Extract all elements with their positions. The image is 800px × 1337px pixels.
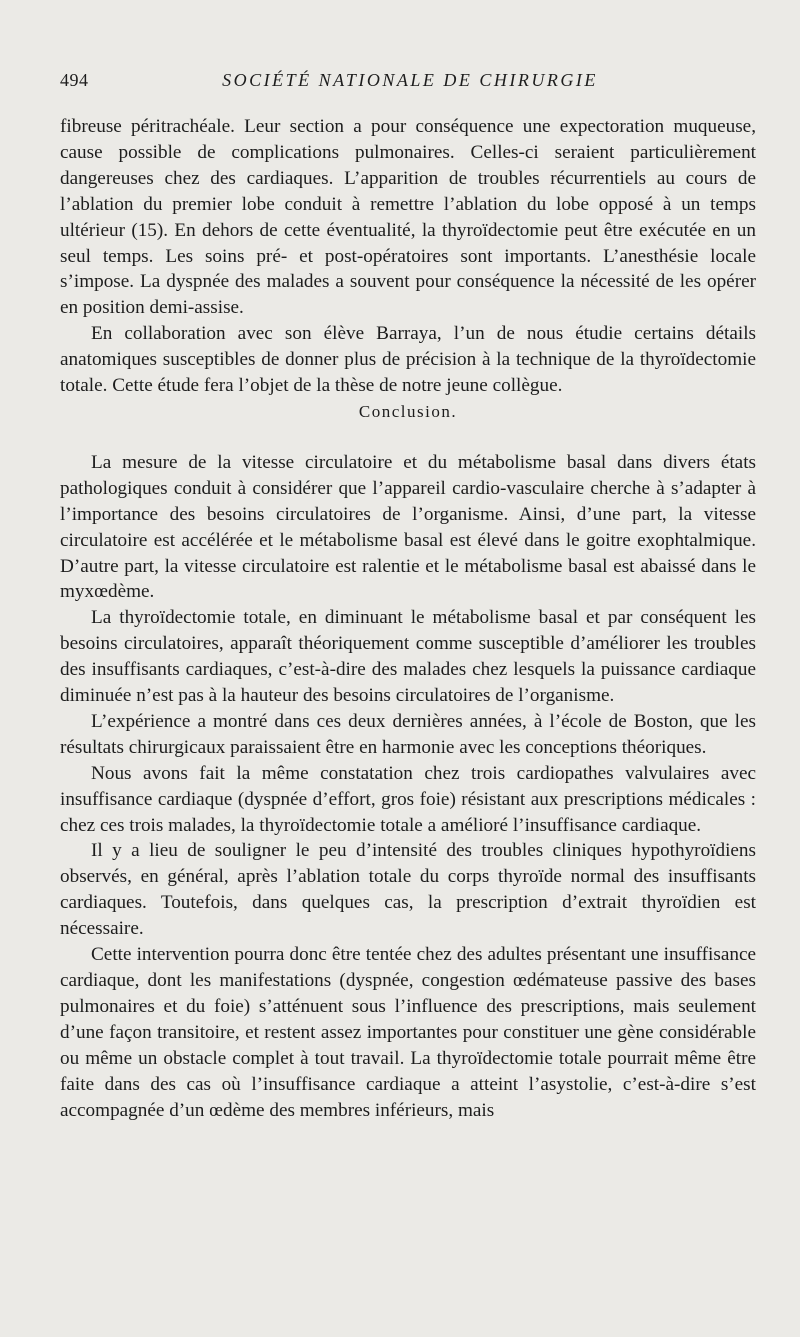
paragraph-continuation: fibreuse péritrachéale. Leur section a pour conséquence une expectoration muqueuse, cause possible de complications pulmonaires. Celles-ci seraient particulièrement dangereuses chez des cardiaques. L’apparition de troubles récurrentiels au cours de l’ablation du premier lobe conduit à remettre l’ablation du lobe opposé à un temps ultérieur (15). En dehors de cette éventualité, la thyroïdectomie peut être exécutée en un seul temps. Les soins pré- et post-opératoires sont importants. L’anesthésie locale s’impose. La dyspnée des malades a souvent pour conséquence la nécessité de les opérer en position demi-assise.	[60, 116, 756, 319]
paragraph-hypothyroid-troubles: Il y a lieu de souligner le peu d’intensité des troubles cliniques hypothyroïdiens observés, en général, après l’ablation totale du corps thyroïde normal des insuffisants cardiaques. Toutefois, dans quelques cas, la prescription d’extrait thyroïdien est nécessaire.	[60, 840, 756, 940]
paragraph-boston-experience: L’expérience a montré dans ces deux dernières années, à l’école de Boston, que les résultats chirurgicaux paraissaient être en harmonie avec les conceptions théoriques.	[60, 710, 756, 758]
page-header	[60, 70, 760, 94]
page-number: 494	[60, 70, 89, 90]
paragraph-three-cardiopaths: Nous avons fait la même constatation chez trois cardiopathes valvulaires avec insuffisance cardiaque (dyspnée d’effort, gros foie) résistant aux prescriptions médicales : chez ces trois malades, la thyroïdectomie totale a amélioré l’insuffisance cardiaque.	[60, 762, 756, 836]
section-heading-conclusion: Conclusion.	[358, 401, 458, 421]
paragraph-circulatory-speed: La mesure de la vitesse circulatoire et du métabolisme basal dans divers états pathologiques conduit à considérer que l’appareil cardio-vasculaire cherche à s’adapter à l’importance des besoins circulatoires de l’organisme. Ainsi, d’une part, la vitesse circulatoire est accélérée et le métabolisme basal est élevé dans le goitre exophtalmique. D’autre part, la vitesse circulatoire est ralentie et le métabolisme basal est abaissé dans le myxœdème.	[60, 451, 756, 603]
paragraph-intervention-indication: Cette intervention pourra donc être tentée chez des adultes présentant une insuffisance cardiaque, dont les manifestations (dyspnée, congestion œdémateuse passive des bases pulmonaires et du foie) s’atténuent sous l’influence des prescriptions, mais seulement d’une façon transitoire, et restent assez importantes pour constituer une gène considérable ou même un obstacle complet à tout travail. La thyroïdectomie totale pourrait même être faite dans des cas où l’insuffisance cardiaque a atteint l’asystolie, c’est-à-dire s’est accompagnée d’un œdème des membres inférieurs, mais	[60, 944, 756, 1121]
body-text	[60, 114, 756, 1123]
running-title: SOCIÉTÉ NATIONALE DE CHIRURGIE	[222, 70, 598, 90]
paragraph-barraya-collaboration: En collaboration avec son élève Barraya, l’un de nous étudie certains détails anatomiques susceptibles de donner plus de précision à la technique de la thyroïdectomie totale. Cette étude fera l’objet de la thèse de notre jeune collègue.	[60, 323, 756, 397]
paragraph-total-thyroidectomy: La thyroïdectomie totale, en diminuant le métabolisme basal et par conséquent les besoins circulatoires, apparaît théoriquement comme susceptible d’améliorer les troubles des insuffisants cardiaques, c’est-à-dire des malades chez lesquels la puissance cardiaque diminuée n’est pas à la hauteur des besoins circulatoires de l’organisme.	[60, 607, 756, 707]
